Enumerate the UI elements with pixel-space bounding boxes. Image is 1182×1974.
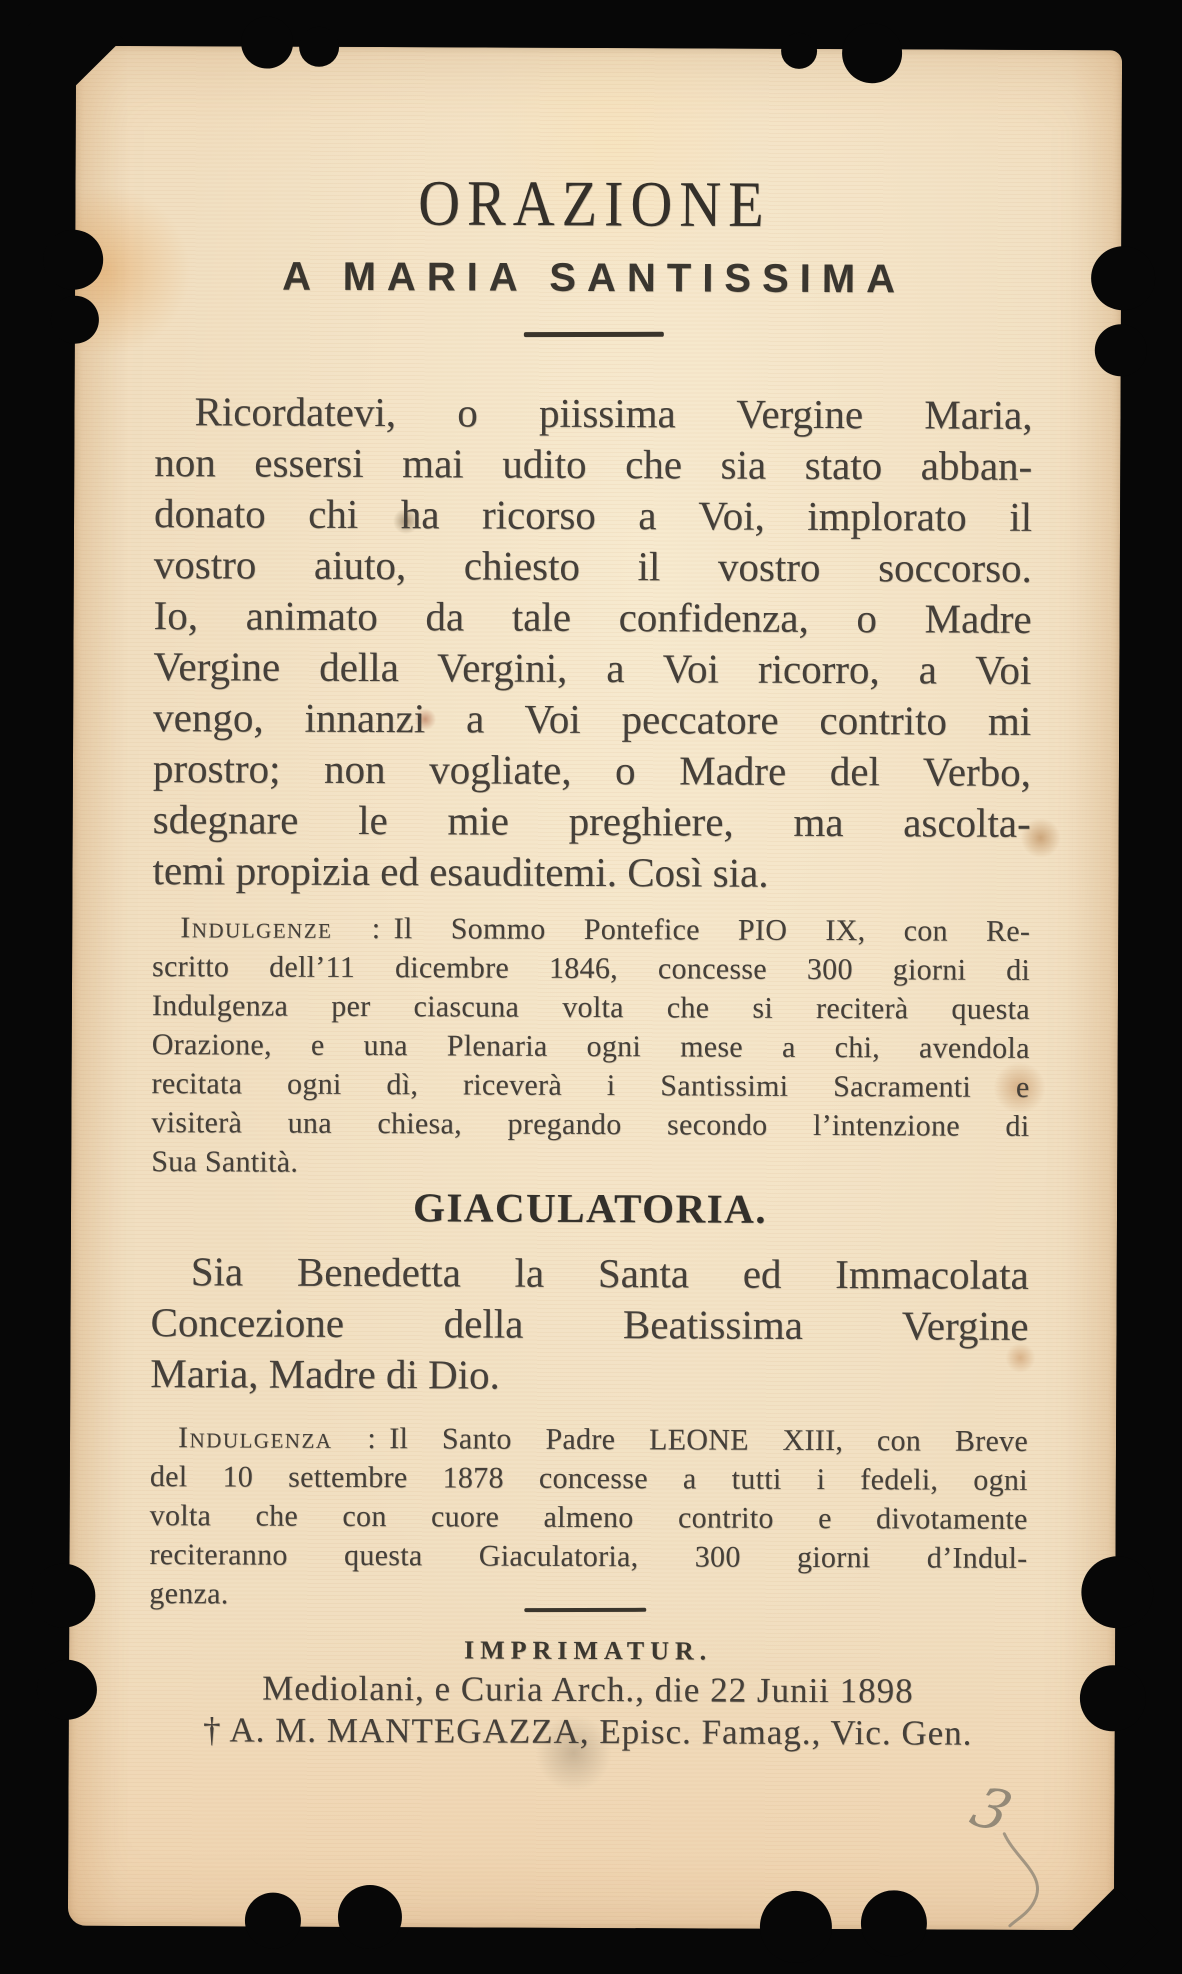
indulgence-line: scritto dell’11 dicembre 1846, concesse 300 giorni di xyxy=(152,950,1031,987)
indulgence-line: Sua Santità. xyxy=(151,1145,299,1179)
indulgence-lead: Indulgenza : xyxy=(177,1421,378,1456)
edge-notch xyxy=(241,16,293,68)
giaculatoria-line: Sia Benedetta la Santa ed Immacolata xyxy=(190,1248,1029,1298)
holy-card xyxy=(68,46,1122,1931)
edge-notch xyxy=(781,33,817,69)
separator-rule xyxy=(524,1608,646,1612)
handwritten-number: 3 xyxy=(962,1775,1020,1846)
corner-bevel xyxy=(15,0,122,92)
giaculatoria-paragraph xyxy=(150,1246,1029,1403)
indulgence-line: recitata ogni dì, riceverà i Santissimi Sacramenti e xyxy=(151,1067,1030,1104)
giaculatoria-line: Maria, Madre di Dio. xyxy=(150,1350,500,1398)
edge-notch xyxy=(861,1890,927,1956)
prayer-line: vengo, innanzi a Voi peccatore contrito mi xyxy=(153,694,1032,744)
edge-notch xyxy=(245,1892,301,1948)
prayer-line: temi propizia ed esauditemi. Così sia. xyxy=(152,847,769,896)
prayer-line: sdegnare le mie preghiere, ma ascolta- xyxy=(152,796,1031,846)
separator-rule xyxy=(524,332,664,337)
prayer-line: donato chi ha ricorso a Voi, implorato il xyxy=(153,490,1033,540)
indulgence-line xyxy=(152,908,1030,951)
indulgence-line: del 10 settembre 1878 concesse a tutti i fedeli, ogni xyxy=(149,1460,1028,1497)
corner-bevel xyxy=(1071,1887,1159,1974)
indulgence-note-leo-xiii xyxy=(149,1418,1028,1617)
indulgence-line: genza. xyxy=(149,1577,229,1611)
indulgence-line xyxy=(150,1418,1028,1461)
imprimatur-label: IMPRIMATUR. xyxy=(463,1635,713,1666)
giaculatoria-heading: GIACULATORIA. xyxy=(412,1184,768,1232)
edge-notch xyxy=(43,230,103,290)
edge-notch xyxy=(760,1891,832,1963)
pencil-flourish-stroke xyxy=(996,1828,1066,1938)
indulgence-line-text: Il Santo Padre LEONE XIII, con Breve xyxy=(389,1422,1029,1458)
indulgence-line: reciteranno questa Giaculatoria, 300 giorni d’Indul- xyxy=(149,1538,1028,1575)
edge-notch xyxy=(31,1564,95,1628)
indulgence-line: Indulgenza per ciascuna volta che si reciterà questa xyxy=(151,989,1030,1026)
edge-notch xyxy=(1080,1665,1146,1731)
indulgence-line: visiterà una chiesa, pregando secondo l’intenzione di xyxy=(151,1106,1030,1143)
giaculatoria-line: Concezione della Beatissima Vergine xyxy=(150,1299,1029,1349)
prayer-paragraph xyxy=(152,386,1032,900)
edge-notch xyxy=(1081,1556,1153,1628)
imprimatur-line-curia: Mediolani, e Curia Arch., die 22 Junii 1898 xyxy=(262,1668,914,1711)
edge-notch xyxy=(338,1885,402,1949)
indulgence-note-pius-ix xyxy=(151,908,1030,1185)
edge-notch xyxy=(37,1660,97,1720)
edge-notch xyxy=(1095,324,1147,376)
page-title: ORAZIONE xyxy=(418,166,771,241)
page-subtitle: A MARIA SANTISSIMA xyxy=(282,254,907,302)
imprimatur-line-signature: † A. M. MANTEGAZZA, Episc. Famag., Vic. Gen. xyxy=(202,1710,973,1753)
edge-notch xyxy=(51,296,99,344)
prayer-line: prostro; non vogliate, o Madre del Verbo, xyxy=(152,745,1032,795)
edge-notch xyxy=(299,27,339,67)
edge-notch xyxy=(842,23,902,83)
indulgence-line-text: Il Sommo Pontefice PIO IX, con Re- xyxy=(393,912,1031,948)
indulgence-lead: Indulgenze : xyxy=(180,911,382,946)
prayer-line: Io, animato da tale confidenza, o Madre xyxy=(153,592,1032,642)
prayer-line: non essersi mai udito che sia stato abban- xyxy=(154,439,1033,489)
edge-notch xyxy=(1091,246,1155,310)
prayer-line: vostro aiuto, chiesto il vostro soccorso. xyxy=(153,541,1032,591)
prayer-line: Ricordatevi, o piissima Vergine Maria, xyxy=(194,388,1033,438)
indulgence-line: volta che con cuore almeno contrito e divotamente xyxy=(149,1499,1028,1536)
prayer-line: Vergine della Vergini, a Voi ricorro, a Voi xyxy=(153,643,1032,693)
indulgence-line: Orazione, e una Plenaria ogni mese a chi, avendola xyxy=(151,1028,1030,1065)
